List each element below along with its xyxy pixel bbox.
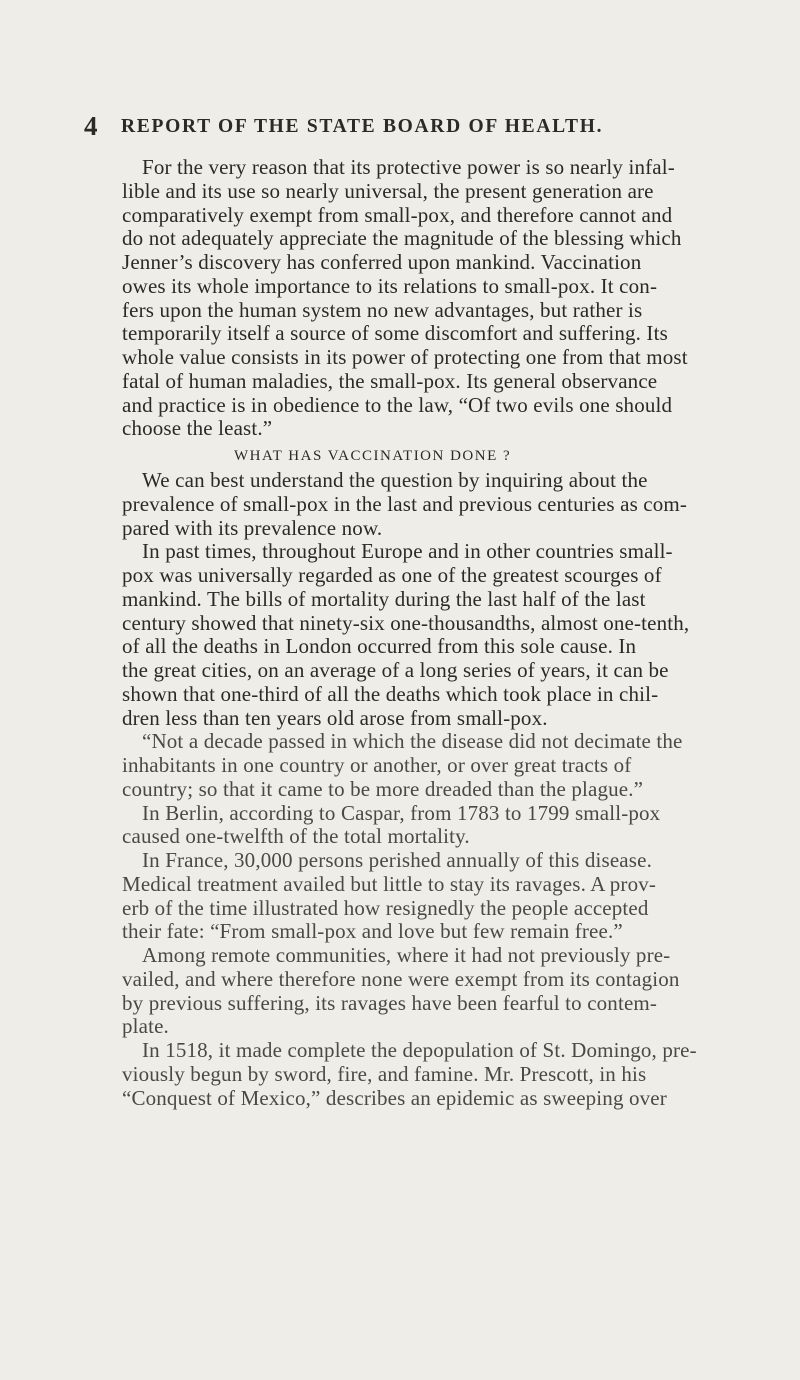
- text-line: choose the least.”: [122, 416, 273, 441]
- text-line: fatal of human maladies, the small-pox. Its general observance: [122, 368, 658, 393]
- text-line: century showed that ninety-six one-thousandths, almost one-tenth,: [122, 610, 690, 635]
- text-line: temporarily itself a source of some discomfort and suffering. Its: [122, 321, 668, 346]
- text-line: “Conquest of Mexico,” describes an epidemic as sweeping over: [122, 1085, 667, 1110]
- text-line: Among remote communities, where it had not previously pre-: [142, 943, 671, 967]
- text-line: their fate: “From small-pox and love but few remain free.”: [122, 919, 623, 944]
- section-heading: WHAT HAS VACCINATION DONE ?: [234, 448, 512, 464]
- text-line: Medical treatment availed but little to stay its ravages. A prov-: [122, 871, 657, 896]
- text-line: pox was universally regarded as one of the greatest scourges of: [122, 563, 662, 587]
- text-line: lible and its use so nearly universal, the present generation are: [122, 178, 654, 203]
- text-line: caused one-twelfth of the total mortality.: [122, 824, 470, 849]
- text-line: inhabitants in one country or another, or over great tracts of: [122, 753, 632, 777]
- text-line: dren less than ten years old arose from small-pox.: [122, 705, 548, 730]
- page-number: 4: [84, 111, 98, 141]
- text-line: country; so that it came to be more dreaded than the plague.”: [122, 776, 644, 801]
- running-title: REPORT OF THE STATE BOARD OF HEALTH.: [121, 116, 604, 137]
- text-line: vailed, and where therefore none were exempt from its contagion: [122, 966, 680, 991]
- text-line: In Berlin, according to Caspar, from 1783 to 1799 small-pox: [142, 800, 661, 825]
- running-header: [84, 112, 644, 140]
- text-line: by previous suffering, its ravages have been fearful to contem-: [122, 990, 658, 1015]
- text-line: In past times, throughout Europe and in other countries small-: [142, 539, 673, 564]
- text-line: Jenner’s discovery has conferred upon mankind. Vaccination: [122, 250, 642, 274]
- text-line: comparatively exempt from small-pox, and therefore cannot and: [122, 202, 673, 227]
- text-line: erb of the time illustrated how resignedly the people accepted: [122, 895, 649, 920]
- text-line: For the very reason that its protective power is so nearly infal-: [142, 155, 675, 179]
- text-line: do not adequately appreciate the magnitude of the blessing which: [122, 226, 682, 251]
- text-line: In 1518, it made complete the depopulation of St. Domingo, pre-: [142, 1038, 697, 1062]
- text-line: We can best understand the question by inquiring about the: [142, 468, 648, 492]
- text-line: owes its whole importance to its relations to small-pox. It con-: [122, 273, 658, 298]
- text-line: In France, 30,000 persons perished annually of this disease.: [142, 848, 652, 872]
- body-text: [122, 156, 800, 1110]
- text-line: prevalence of small-pox in the last and previous centuries as com-: [122, 491, 688, 516]
- text-line: mankind. The bills of mortality during the last half of the last: [122, 586, 646, 611]
- text-line: and practice is in obedience to the law, “Of two evils one should: [122, 392, 673, 417]
- text-line: “Not a decade passed in which the disease did not decimate the: [142, 729, 683, 754]
- text-line: pared with its prevalence now.: [122, 515, 383, 540]
- text-line: of all the deaths in London occurred from this sole cause. In: [122, 634, 637, 659]
- text-line: whole value consists in its power of protecting one from that most: [122, 345, 688, 369]
- text-line: viously begun by sword, fire, and famine. Mr. Prescott, in his: [122, 1061, 647, 1086]
- text-line: shown that one-third of all the deaths which took place in chil-: [122, 681, 659, 706]
- text-line: the great cities, on an average of a long series of years, it can be: [122, 658, 669, 682]
- text-line: fers upon the human system no new advantages, but rather is: [122, 297, 643, 322]
- text-line: plate.: [122, 1014, 169, 1039]
